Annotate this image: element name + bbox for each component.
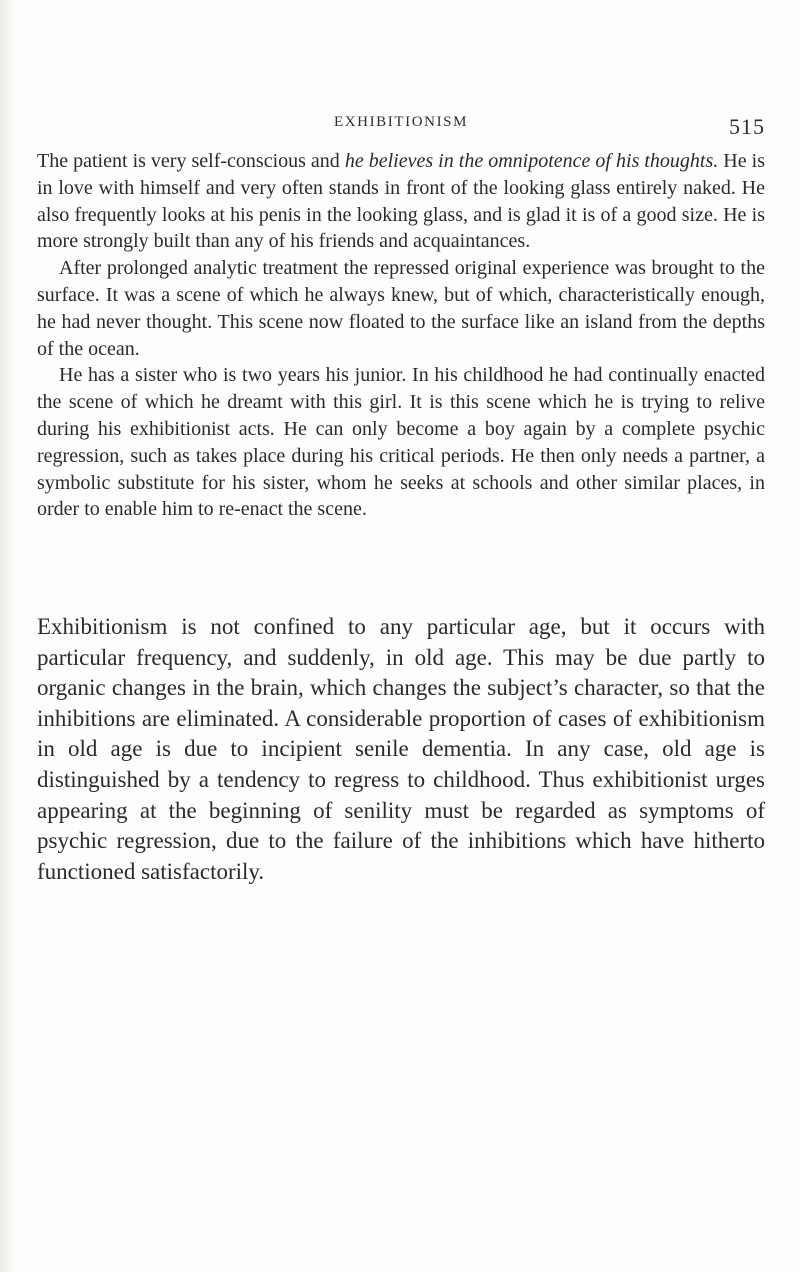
italic-emphasis: he believes in the omnipotence of his thoughts. [344, 150, 719, 172]
case-report-section [37, 148, 765, 523]
paragraph-analytic-treatment: After prolonged analytic treatment the repressed original experience was brought to the surface. It was a scene of which he always knew, but of which, characteristically enough, he had never thought. This scene now floated to the surface like an island from the depths of the ocean. [37, 257, 765, 360]
running-head: EXHIBITIONISM [333, 114, 469, 130]
binding-edge [0, 0, 14, 1272]
paragraph-text: The patient is very self-conscious and [37, 150, 345, 172]
paragraph-sister: He has a sister who is two years his junior. In his childhood he had continually enacted the scene of which he dreamt with this girl. It is this scene which he is trying to relive during his exhibitionist acts. He can only become a boy again by a complete psychic regression, such as takes place during his critical periods. He then only needs a partner, a symbolic substitute for his sister, whom he seeks at schools and other similar places, in order to enable him to re-enact the scene. [37, 364, 765, 521]
page-header [37, 112, 765, 142]
old-age-section [37, 612, 765, 887]
paragraph-old-age: Exhibitionism is not confined to any particular age, but it occurs with particular frequency, and suddenly, in old age. This may be due partly to organic changes in the brain, which changes the subject’s character, so that the inhibitions are eliminated. A considerable proportion of cases of exhibitionism in old age is due to incipient senile dementia. In any case, old age is distinguished by a tendency to regress to childhood. Thus exhibitionist urges appearing at the beginning of senility must be regarded as symptoms of psychic regression, due to the failure of the inhibitions which have hitherto functioned satisfactorily. [37, 614, 765, 884]
paragraph-text: He is in love with himself and very often stands in front of the looking glass entirely naked. He also frequently looks at his penis in the looking glass, and is glad it is of a good size. He is more strongly built than any of his friends and acquaintances. [37, 150, 765, 253]
page-number: 515 [729, 114, 765, 139]
paragraph-patient-description [37, 148, 765, 255]
